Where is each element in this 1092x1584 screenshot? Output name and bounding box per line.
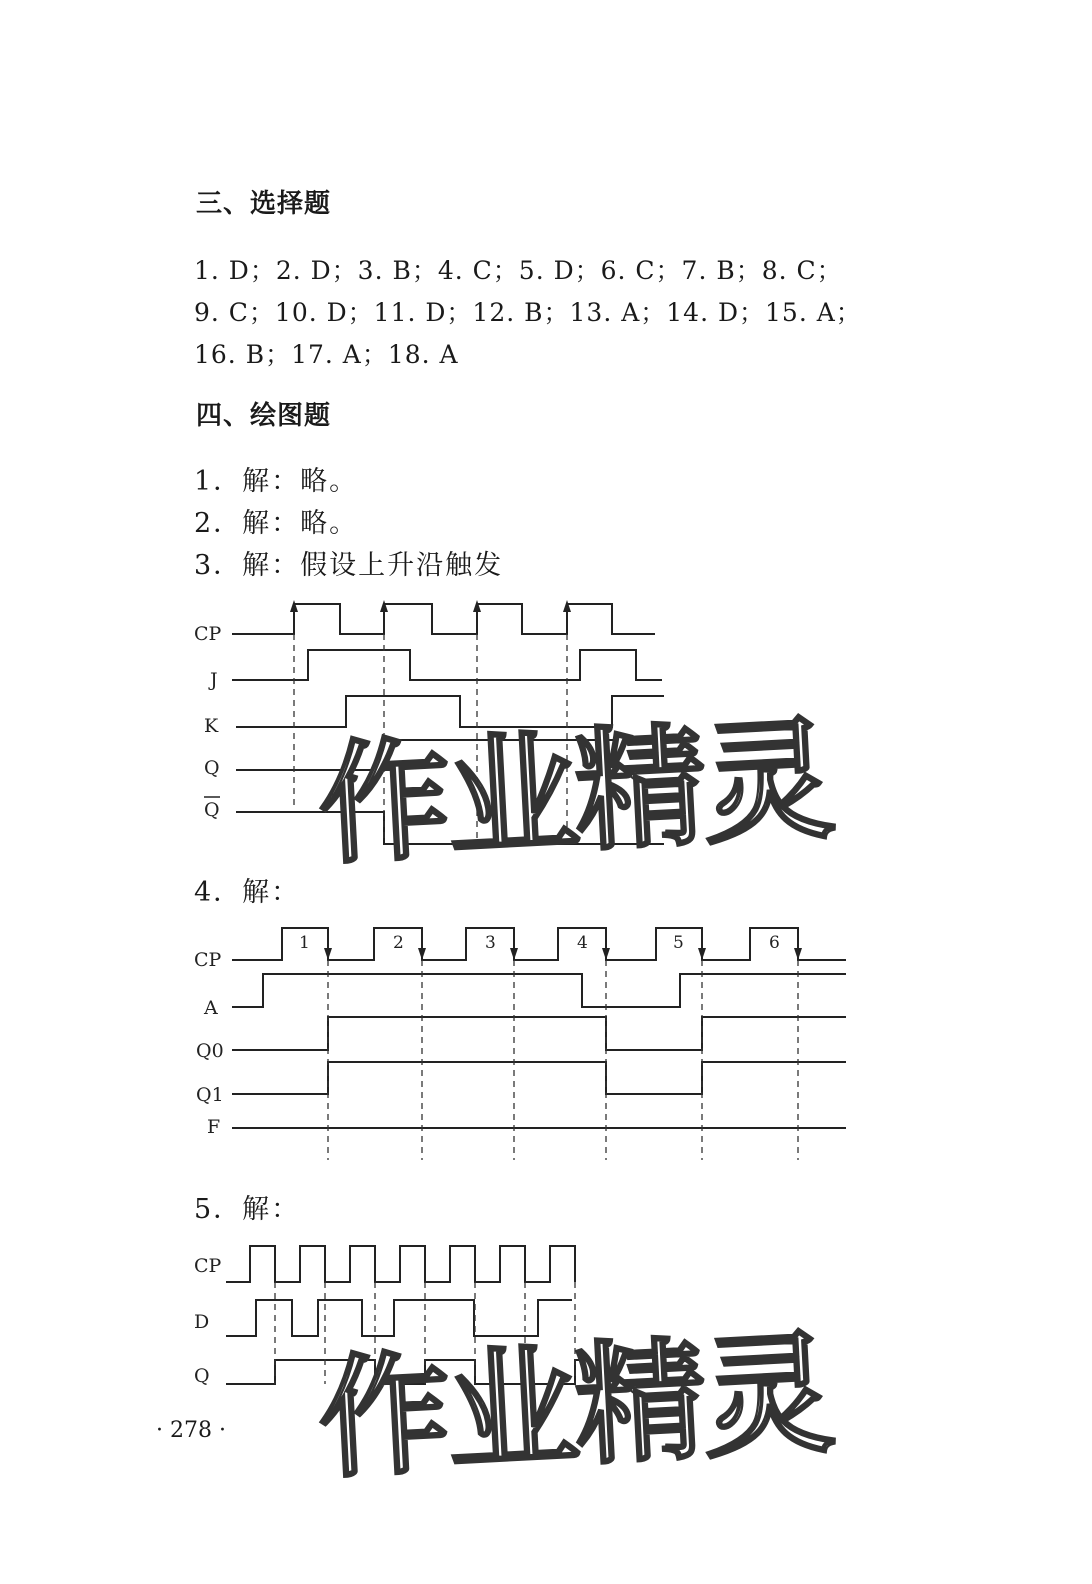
solution-3: 3．解：假设上升沿触发 — [194, 550, 504, 581]
pulse-number: 1 — [299, 933, 310, 953]
watermark-bottom: 作业精灵 — [314, 1317, 835, 1498]
section-3-heading: 三、选择题 — [196, 189, 332, 219]
watermark-top: 作业精灵 — [315, 703, 835, 884]
pulse-number: 6 — [769, 933, 780, 953]
label-q1: Q1 — [196, 1084, 224, 1106]
solution-2: 2．解：略。 — [194, 508, 359, 539]
section-4-heading: 四、绘图题 — [196, 401, 332, 431]
label-a: A — [204, 997, 218, 1019]
answers-line-2: 9. C；10. D；11. D；12. B；13. A；14. D；15. A； — [194, 298, 862, 327]
label-f: F — [207, 1116, 221, 1138]
page-number: · 278 · — [156, 1418, 226, 1443]
answers-line-1: 1. D；2. D；3. B；4. C；5. D；6. C；7. B；8. C； — [194, 256, 843, 285]
pulse-number: 3 — [485, 933, 496, 953]
solution-4: 4．解： — [194, 877, 301, 908]
label-q: Q — [204, 757, 220, 779]
label-cp: CP — [194, 1255, 222, 1277]
label-q0: Q0 — [196, 1040, 224, 1062]
label-k: K — [204, 715, 219, 737]
label-cp: CP — [194, 949, 222, 971]
answers-line-3: 16. B；17. A；18. A — [194, 340, 459, 369]
pulse-number: 4 — [577, 933, 588, 953]
pulse-number: 5 — [673, 933, 684, 953]
label-q: Q — [194, 1365, 210, 1387]
pulse-number: 2 — [393, 933, 404, 953]
label-q-bar: Q — [204, 799, 220, 821]
solution-1: 1．解：略。 — [194, 466, 359, 497]
solution-5: 5．解： — [194, 1194, 301, 1225]
label-d: D — [194, 1311, 210, 1333]
label-cp: CP — [194, 623, 222, 645]
label-j: J — [210, 669, 218, 691]
